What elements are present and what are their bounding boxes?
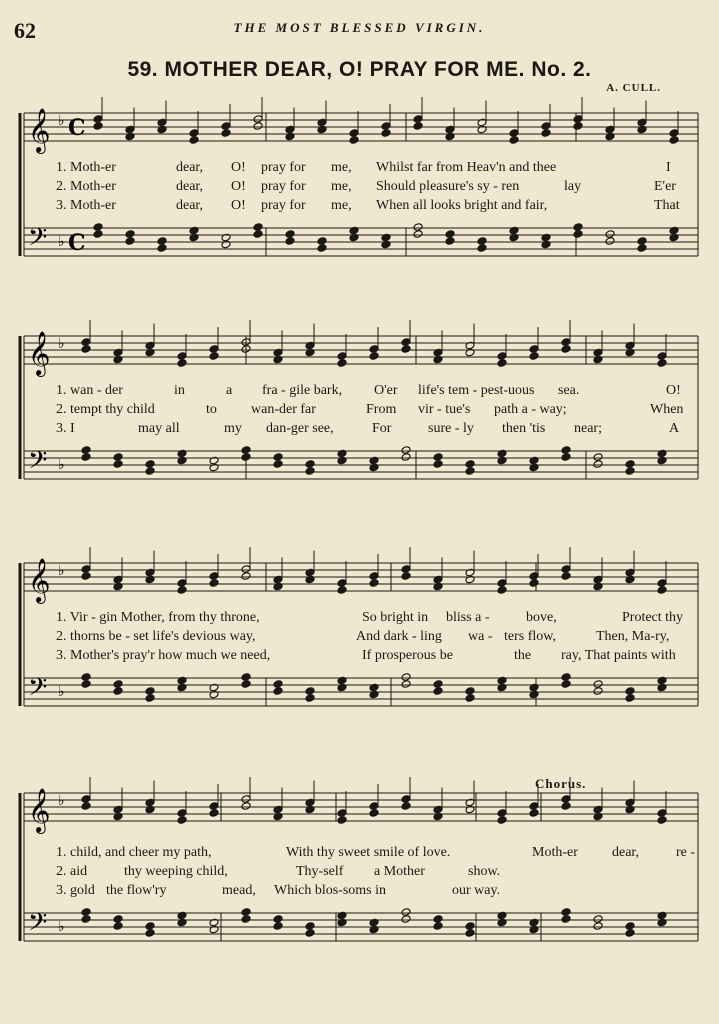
lyric: If prosperous be <box>362 648 453 663</box>
lyric: me, <box>331 179 352 194</box>
svg-text:♭: ♭ <box>58 113 65 129</box>
lyric: When <box>650 402 684 417</box>
lyric: in <box>174 383 185 398</box>
lyric: E'er <box>654 179 676 194</box>
page-number: 62 <box>14 18 36 43</box>
svg-text:𝄢: 𝄢 <box>28 908 48 943</box>
lyric: my <box>224 421 242 436</box>
lyric: O! <box>666 383 681 398</box>
lyric: 2. Moth-er <box>56 179 116 194</box>
lyric: pray for <box>261 160 306 175</box>
lyric: mead, <box>222 883 256 898</box>
svg-text:♭: ♭ <box>58 563 65 579</box>
lyric: path a - way; <box>494 402 567 417</box>
lyric: wan-der far <box>251 402 316 417</box>
svg-text:C: C <box>68 230 86 256</box>
music-system-3 <box>16 545 698 725</box>
svg-text:𝄞: 𝄞 <box>28 788 51 832</box>
lyric: 3. Mother's pray'r how much we need, <box>56 648 271 663</box>
verse-line-3 <box>56 419 706 438</box>
verse-line-2 <box>56 627 706 646</box>
lyric: 3. gold <box>56 883 95 898</box>
lyric: pray for <box>261 179 306 194</box>
svg-text:𝄢: 𝄢 <box>28 673 48 708</box>
lyric: fra - gile bark, <box>262 383 343 398</box>
lyric: And dark - ling <box>356 629 442 644</box>
svg-text:♭: ♭ <box>58 793 65 809</box>
lyric: to <box>206 402 217 417</box>
lyric: 1. Moth-er <box>56 160 116 175</box>
lyric: 3. I <box>56 421 75 436</box>
running-title: THE MOST BLESSED VIRGIN. <box>233 20 486 35</box>
lyric: 2. thorns be - set life's devious way, <box>56 629 256 644</box>
svg-text:♭: ♭ <box>58 457 65 473</box>
lyric: sea. <box>558 383 580 398</box>
lyric: lay <box>564 179 582 194</box>
lyric: dear, <box>176 179 204 194</box>
lyric: Protect thy <box>622 610 684 625</box>
lyric: dan-ger see, <box>266 421 334 436</box>
composer-credit: A. CULL. <box>606 82 661 94</box>
svg-text:𝄞: 𝄞 <box>28 558 51 602</box>
lyric: bliss a - <box>446 610 490 625</box>
lyric: Whilst far from Heav'n and thee <box>376 160 557 175</box>
lyric: ters flow, <box>504 629 556 644</box>
lyric: pray for <box>261 198 306 213</box>
svg-text:𝄞: 𝄞 <box>28 331 51 375</box>
lyric: O'er <box>374 383 398 398</box>
lyric: So bright in <box>362 610 429 625</box>
lyric: dear, <box>176 160 204 175</box>
svg-text:𝄢: 𝄢 <box>28 446 48 481</box>
lyric: That <box>654 198 680 213</box>
lyric: 2. aid <box>56 864 88 879</box>
music-system-1 <box>16 95 698 275</box>
lyric: Should pleasure's sy - ren <box>376 179 520 194</box>
lyric: may all <box>138 421 180 436</box>
lyric: From <box>366 402 397 417</box>
svg-text:♭: ♭ <box>58 336 65 352</box>
svg-text:C: C <box>68 115 86 141</box>
lyric: 1. Vir - gin Mother, from thy throne, <box>56 610 260 625</box>
lyric: A <box>669 421 680 436</box>
lyric: wa - <box>468 629 493 644</box>
lyric: 1. wan - der <box>56 383 123 398</box>
lyric: dear, <box>176 198 204 213</box>
hymn-title: 59. MOTHER DEAR, O! PRAY FOR ME. No. 2. <box>127 58 592 81</box>
lyric: O! <box>231 198 246 213</box>
lyric: near; <box>574 421 602 436</box>
lyric: vir - tue's <box>418 402 471 417</box>
music-system-4 <box>16 775 698 975</box>
verse-line-1 <box>56 843 706 862</box>
verse-line-1 <box>56 381 706 400</box>
lyric: With thy sweet smile of love. <box>286 845 451 860</box>
lyric: a <box>226 383 233 398</box>
verse-line-1 <box>56 608 706 627</box>
lyric: For <box>372 421 392 436</box>
lyric: then 'tis <box>502 421 546 436</box>
lyric: Then, Ma-ry, <box>596 629 670 644</box>
lyric: Thy-self <box>296 864 344 879</box>
lyric: re - <box>676 845 696 860</box>
lyric: the flow'ry <box>106 883 167 898</box>
lyric: me, <box>331 160 352 175</box>
lyric: Moth-er <box>532 845 578 860</box>
verse-line-1 <box>56 158 706 177</box>
lyric: the <box>514 648 532 663</box>
lyric: bove, <box>526 610 557 625</box>
lyric: our way. <box>452 883 501 898</box>
svg-text:𝄢: 𝄢 <box>28 223 48 258</box>
lyric: O! <box>231 160 246 175</box>
lyric: 2. tempt thy child <box>56 402 155 417</box>
lyric: 3. Moth-er <box>56 198 116 213</box>
lyric: dear, <box>612 845 640 860</box>
lyric: When all looks bright and fair, <box>376 198 548 213</box>
lyric: O! <box>231 179 246 194</box>
verse-line-2 <box>56 177 706 196</box>
lyric: thy weeping child, <box>124 864 228 879</box>
verse-line-2 <box>56 862 706 881</box>
lyric: ray, That paints with <box>561 648 676 663</box>
lyric: me, <box>331 198 352 213</box>
chorus-label: Chorus. <box>535 776 587 791</box>
lyric: a Mother <box>374 864 425 879</box>
verse-line-3 <box>56 646 706 665</box>
svg-text:♭: ♭ <box>58 684 65 700</box>
lyric: sure - ly <box>428 421 474 436</box>
verse-line-3 <box>56 196 706 215</box>
lyric: Which blos-soms in <box>274 883 386 898</box>
lyric: I <box>666 160 671 175</box>
verse-line-3 <box>56 881 706 900</box>
lyric: life's tem - pest-uous <box>418 383 535 398</box>
svg-text:♭: ♭ <box>58 234 65 250</box>
svg-text:𝄞: 𝄞 <box>28 108 51 152</box>
lyric: show. <box>468 864 501 879</box>
music-system-2 <box>16 318 698 498</box>
lyric: 1. child, and cheer my path, <box>56 845 212 860</box>
verse-line-2 <box>56 400 706 419</box>
svg-text:♭: ♭ <box>58 919 65 935</box>
